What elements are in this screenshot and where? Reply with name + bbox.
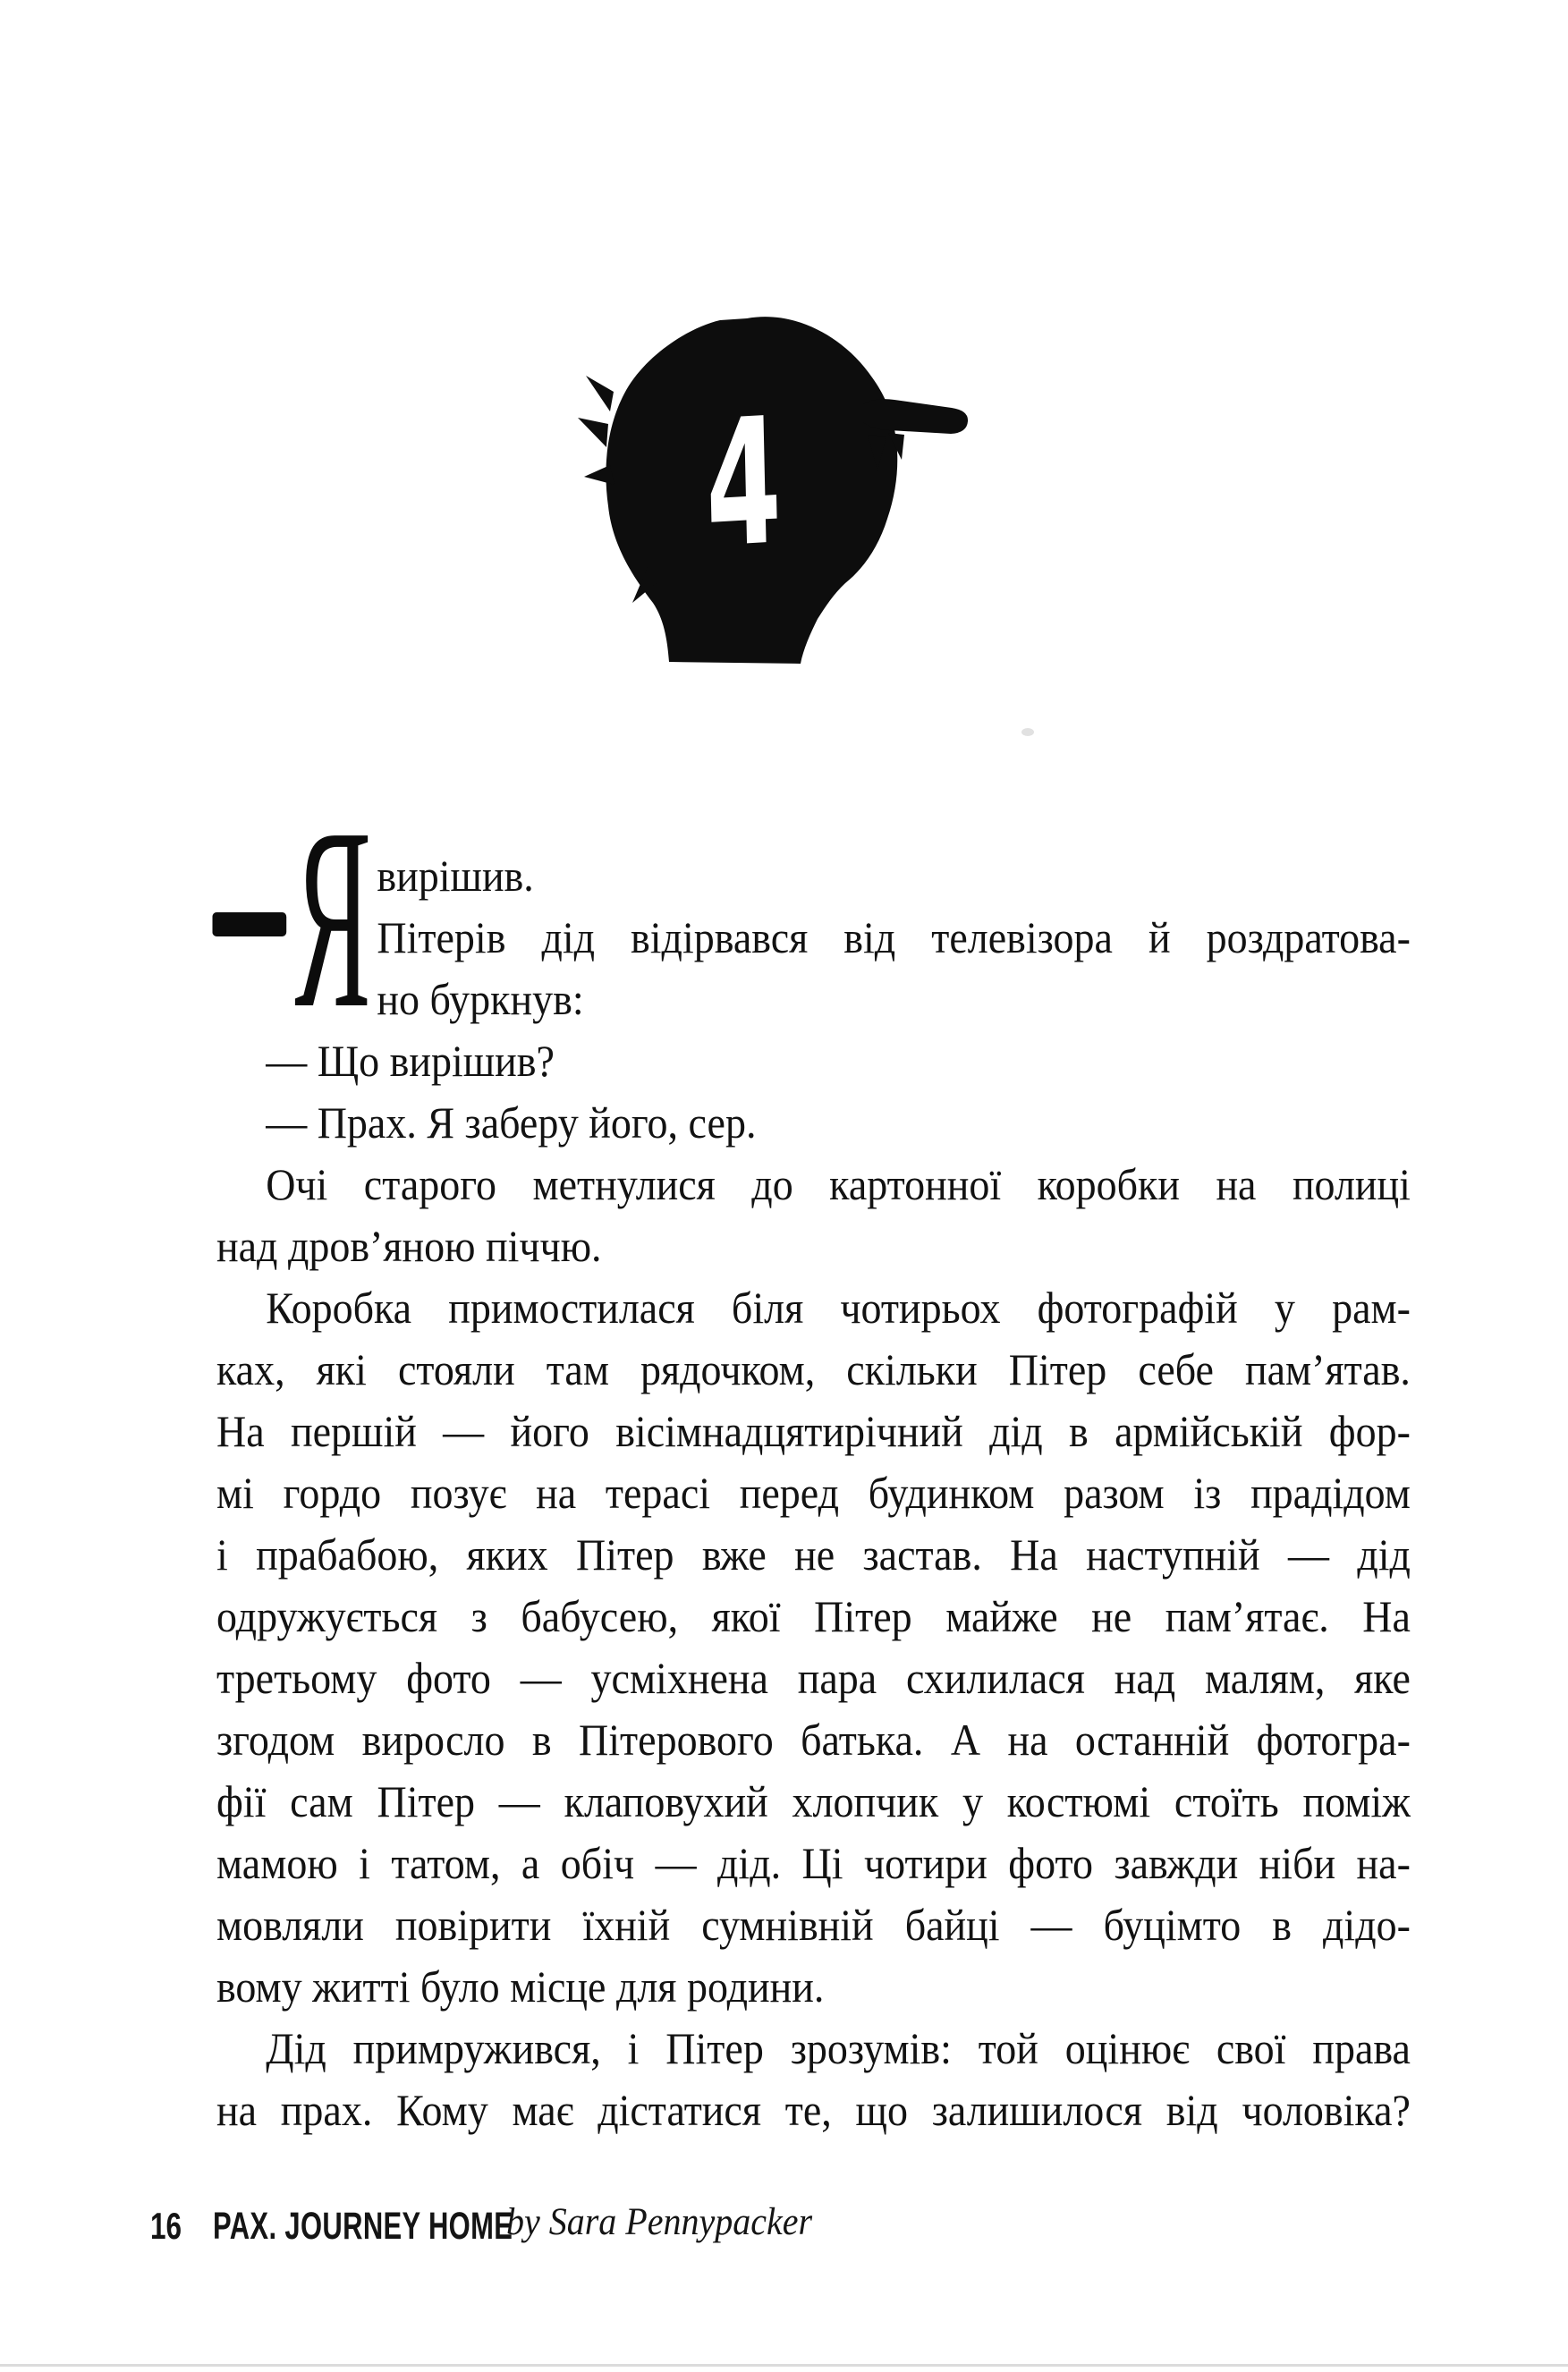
text-line: вому житті було місце для родини. [216,1961,825,2012]
ink-speck [1021,728,1034,736]
text-line: над дров’яною піччю. [216,1221,602,1271]
chapter-number: 4 [703,379,784,587]
text-line: на прах. Кому має дістатися те, що залишилося від чоловіка? [216,2085,1411,2135]
text-line: но буркнув: [377,974,584,1024]
dropcap-letter: Я [294,775,371,1062]
text-line: Коробка примостилася біля чотирьох фотографій у рам- [266,1283,1411,1333]
running-book-title: PAX. JOURNEY HOME [213,2205,513,2248]
text-line: фії сам Пітер — клаповухий хлопчик у костюмі стоїть поміж [216,1776,1411,1826]
text-line: вирішив. [377,851,534,901]
text-line: одружується з бабусею, якої Пітер майже не пам’ятає. На [216,1591,1411,1641]
dialogue-em-dash [212,912,286,936]
text-line: мовляли повірити їхній сумнівній байці — буцімто в дідо- [216,1900,1411,1950]
text-line: — Що вирішив? [266,1036,555,1086]
text-line: і прабабою, яких Пітер вже не застав. На наступній — дід [216,1529,1411,1580]
text-line: Очі старого метнулися до картонної коробки на полиці [266,1159,1411,1209]
body-text [216,775,1411,2141]
text-line: На першій — його вісімнадцятирічний дід в армійській фор- [216,1406,1411,1456]
running-author-credit: by Sara Pennypacker [506,2201,813,2243]
scan-artifact-line [0,2364,1568,2367]
text-line: згодом виросло в Пітерового батька. А на останній фотогра- [216,1715,1411,1765]
text-line: Пітерів дід відірвався від телевізора й роздратова- [377,912,1411,962]
text-line: Дід примружився, і Пітер зрозумів: той оцінює свої права [266,2023,1411,2073]
page-number: 16 [150,2205,182,2247]
text-line: мамою і татом, а обіч — дід. Ці чотири фото завжди ніби на- [216,1838,1411,1888]
text-line: мі гордо позує на терасі перед будинком разом із прадідом [216,1468,1411,1518]
text-line: ках, які стояли там рядочком, скільки Пітер себе пам’ятав. [216,1344,1411,1394]
text-line: третьому фото — усміхнена пара схилилася над малям, яке [216,1653,1411,1703]
text-line: — Прах. Я заберу його, сер. [266,1097,757,1148]
